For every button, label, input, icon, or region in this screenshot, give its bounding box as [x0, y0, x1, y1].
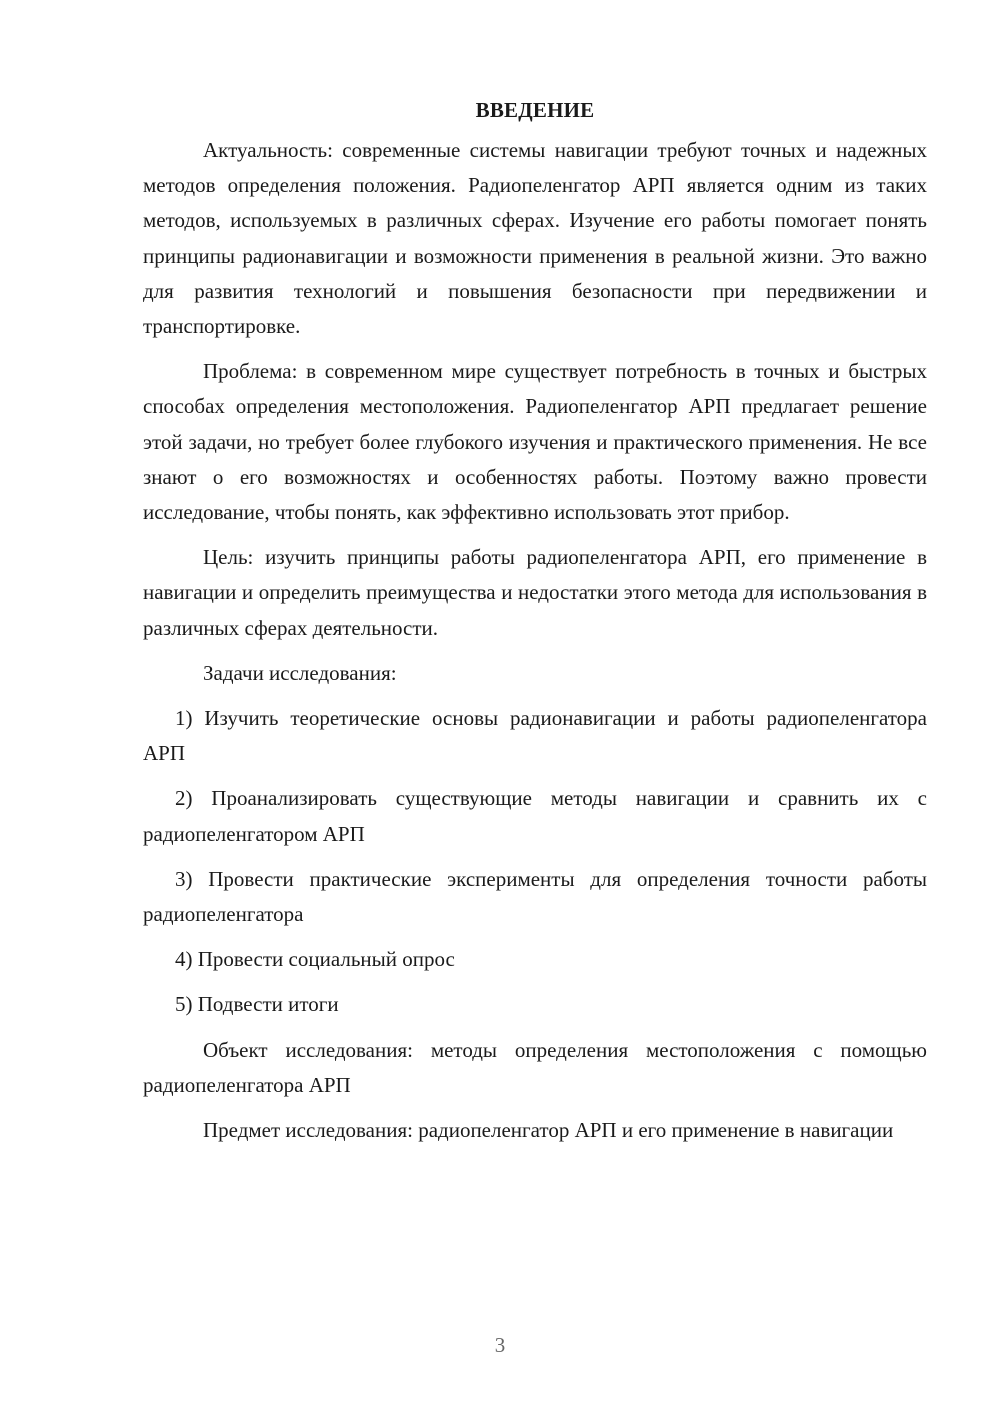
document-page [143, 92, 927, 1158]
task-item-1: 1) Изучить теоретические основы радионавигации и работы радиопеленгатора АРП [143, 706, 927, 766]
task-item-2: 2) Проанализировать существующие методы навигации и сравнить их с радиопеленгатором АРП [143, 786, 927, 846]
paragraph-object: Объект исследования: методы определения местоположения с помощью радиопеленгатора АРП [143, 1037, 927, 1097]
paragraph-goal: Цель: изучить принципы работы радиопеленгатора АРП, его применение в навигации и определить преимущества и недостатки этого метода для использования в различных сферах деятельности. [143, 545, 927, 640]
task-item-3: 3) Провести практические эксперименты для определения точности работы радиопеленгатора [143, 866, 927, 927]
task-item-4: 4) Провести социальный опрос [175, 947, 455, 972]
paragraph-subject: Предмет исследования: радиопеленгатор АРП и его применение в навигации [203, 1118, 894, 1143]
task-list [143, 701, 927, 1023]
paragraph-problem: Проблема: в современном мире существует потребность в точных и быстрых способах определения местоположения. Радиопеленгатор АРП предлагает решение этой задачи, но требует более глубокого изучения и практического применения. Не все знают о его возможностях и особенностях работы. Поэтому важно провести исследование, чтобы понять, как эффективно использовать этот прибор. [143, 359, 927, 525]
section-title: ВВЕДЕНИЕ [475, 98, 595, 122]
task-item-5: 5) Подвести итоги [175, 992, 339, 1017]
page-number: 3 [494, 1333, 506, 1357]
paragraph-relevance: Актуальность: современные системы навигации требуют точных и надежных методов определения положения. Радиопеленгатор АРП является одним из таких методов, используемых в различных сферах. Изучение его работы помогает понять принципы радионавигации и возможности применения в реальной жизни. Это важно для развития технологий и повышения безопасности при передвижении и транспортировке. [143, 138, 927, 339]
paragraph-tasks-heading: Задачи исследования: [203, 660, 397, 685]
